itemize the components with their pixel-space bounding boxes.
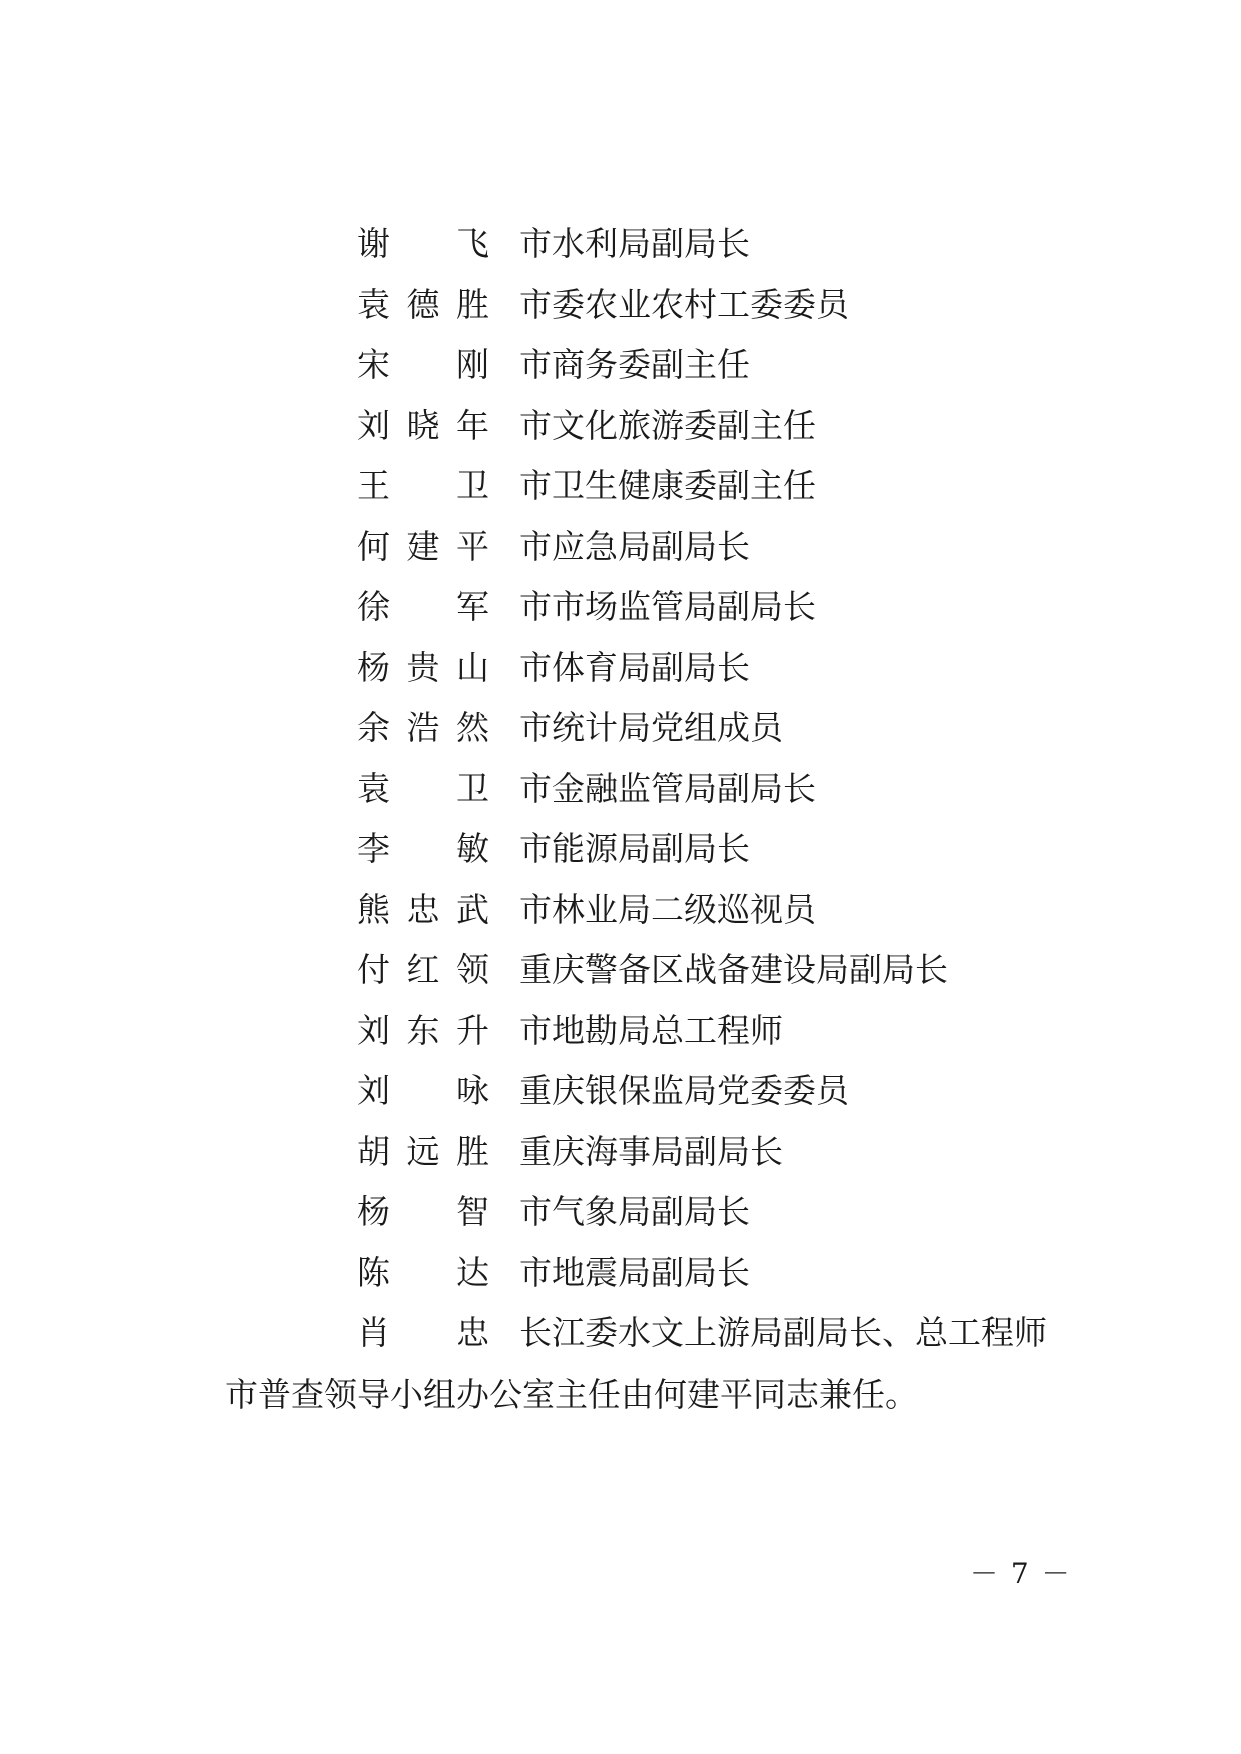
- member-name: [357, 646, 489, 690]
- member-title: 市地勘局总工程师: [519, 1010, 783, 1050]
- member-title: 市文化旅游委副主任: [519, 405, 816, 445]
- member-name-char: 刘: [357, 405, 390, 445]
- member-name-char: 王: [357, 466, 390, 505]
- member-name: [357, 404, 489, 448]
- member-name-char: 胡: [357, 1131, 390, 1171]
- member-name-char: 付: [357, 950, 390, 989]
- member-name-char: 武: [456, 889, 489, 929]
- member-title: 市委农业农村工委委员: [519, 284, 849, 324]
- member-name-char: 袁: [357, 768, 390, 808]
- member-title: 重庆银保监局党委委员: [519, 1071, 849, 1110]
- member-row: [357, 948, 1157, 1009]
- member-title: 市金融监管局副局长: [519, 768, 816, 808]
- member-name-char: 徐: [357, 587, 390, 626]
- member-name-char: 忠: [456, 1313, 489, 1352]
- member-name: [357, 1311, 489, 1355]
- member-row: [357, 222, 1157, 283]
- member-name-char: 建: [406, 526, 440, 566]
- member-row: [357, 1251, 1157, 1312]
- member-title: 市林业局二级巡视员: [519, 889, 816, 929]
- member-name-char: 忠: [406, 889, 440, 929]
- member-title: 重庆警备区战备建设局副局长: [519, 950, 948, 989]
- member-row: [357, 767, 1157, 828]
- page-number: － 7 －: [970, 1557, 1072, 1590]
- member-name: [357, 1190, 489, 1234]
- member-name-char: 平: [456, 526, 489, 566]
- member-name-char: 谢: [357, 224, 390, 263]
- member-name-char: 浩: [406, 708, 440, 747]
- member-name: [357, 343, 489, 387]
- member-row: [357, 1190, 1157, 1251]
- member-name: [357, 706, 489, 750]
- member-row: [357, 646, 1157, 707]
- member-title: 市卫生健康委副主任: [519, 466, 816, 505]
- member-name-char: 胜: [456, 284, 489, 324]
- member-name-char: 杨: [357, 1192, 390, 1231]
- member-name-char: 熊: [357, 889, 390, 929]
- member-title: 市应急局副局长: [519, 526, 750, 566]
- member-name-char: 卫: [456, 768, 489, 808]
- member-name-char: 杨: [357, 647, 390, 687]
- member-name: [357, 585, 489, 629]
- member-row: [357, 283, 1157, 344]
- member-list: [357, 222, 1157, 1372]
- member-title: 市商务委副主任: [519, 345, 750, 384]
- member-title: 市统计局党组成员: [519, 708, 783, 747]
- member-name: [357, 222, 489, 266]
- member-row: [357, 827, 1157, 888]
- member-row: [357, 706, 1157, 767]
- member-name-char: 敏: [456, 829, 489, 868]
- member-name: [357, 283, 489, 327]
- member-row: [357, 1009, 1157, 1070]
- member-title: 市气象局副局长: [519, 1192, 750, 1231]
- member-name-char: 智: [456, 1192, 489, 1231]
- member-name: [357, 1069, 489, 1113]
- member-row: [357, 585, 1157, 646]
- member-name-char: 刘: [357, 1071, 390, 1110]
- member-name-char: 刘: [357, 1010, 390, 1050]
- member-name-char: 年: [456, 405, 489, 445]
- member-name: [357, 767, 489, 811]
- member-name: [357, 888, 489, 932]
- member-name: [357, 827, 489, 871]
- member-name-char: 咏: [456, 1071, 489, 1110]
- member-name-char: 袁: [357, 284, 390, 324]
- member-row: [357, 404, 1157, 465]
- member-name-char: 红: [406, 950, 440, 989]
- member-name: [357, 1251, 489, 1295]
- member-row: [357, 1311, 1157, 1372]
- member-row: [357, 343, 1157, 404]
- member-title: 市市场监管局副局长: [519, 587, 816, 626]
- member-name-char: 升: [456, 1010, 489, 1050]
- member-name-char: 德: [406, 284, 440, 324]
- member-name: [357, 948, 489, 992]
- member-row: [357, 888, 1157, 949]
- member-title: 市能源局副局长: [519, 829, 750, 868]
- member-title: 长江委水文上游局副局长、总工程师: [519, 1313, 1047, 1352]
- member-name-char: 军: [456, 587, 489, 626]
- member-title: 市体育局副局长: [519, 647, 750, 687]
- member-name-char: 远: [406, 1131, 440, 1171]
- member-name-char: 李: [357, 829, 390, 868]
- member-row: [357, 1130, 1157, 1191]
- member-name-char: 刚: [456, 345, 489, 384]
- member-name-char: 卫: [456, 466, 489, 505]
- member-row: [357, 1069, 1157, 1130]
- member-title: 重庆海事局副局长: [519, 1131, 783, 1171]
- member-name: [357, 464, 489, 508]
- member-row: [357, 464, 1157, 525]
- member-name-char: 达: [456, 1252, 489, 1292]
- member-name: [357, 1009, 489, 1053]
- member-name-char: 陈: [357, 1252, 390, 1292]
- member-row: [357, 525, 1157, 586]
- member-name: [357, 1130, 489, 1174]
- member-name-char: 胜: [456, 1131, 489, 1171]
- member-name-char: 肖: [357, 1313, 390, 1352]
- member-name-char: 山: [456, 647, 489, 687]
- member-name-char: 宋: [357, 345, 390, 384]
- member-name-char: 晓: [406, 405, 440, 445]
- member-title: 市水利局副局长: [519, 224, 750, 263]
- member-title: 市地震局副局长: [519, 1252, 750, 1292]
- member-name-char: 贵: [406, 647, 440, 687]
- member-name-char: 何: [357, 526, 390, 566]
- office-director-note: 市普查领导小组办公室主任由何建平同志兼任。: [225, 1375, 918, 1414]
- member-name-char: 余: [357, 708, 390, 747]
- member-name: [357, 525, 489, 569]
- member-name-char: 飞: [456, 224, 489, 263]
- member-name-char: 东: [406, 1010, 440, 1050]
- member-name-char: 然: [456, 708, 489, 747]
- member-name-char: 领: [456, 950, 489, 989]
